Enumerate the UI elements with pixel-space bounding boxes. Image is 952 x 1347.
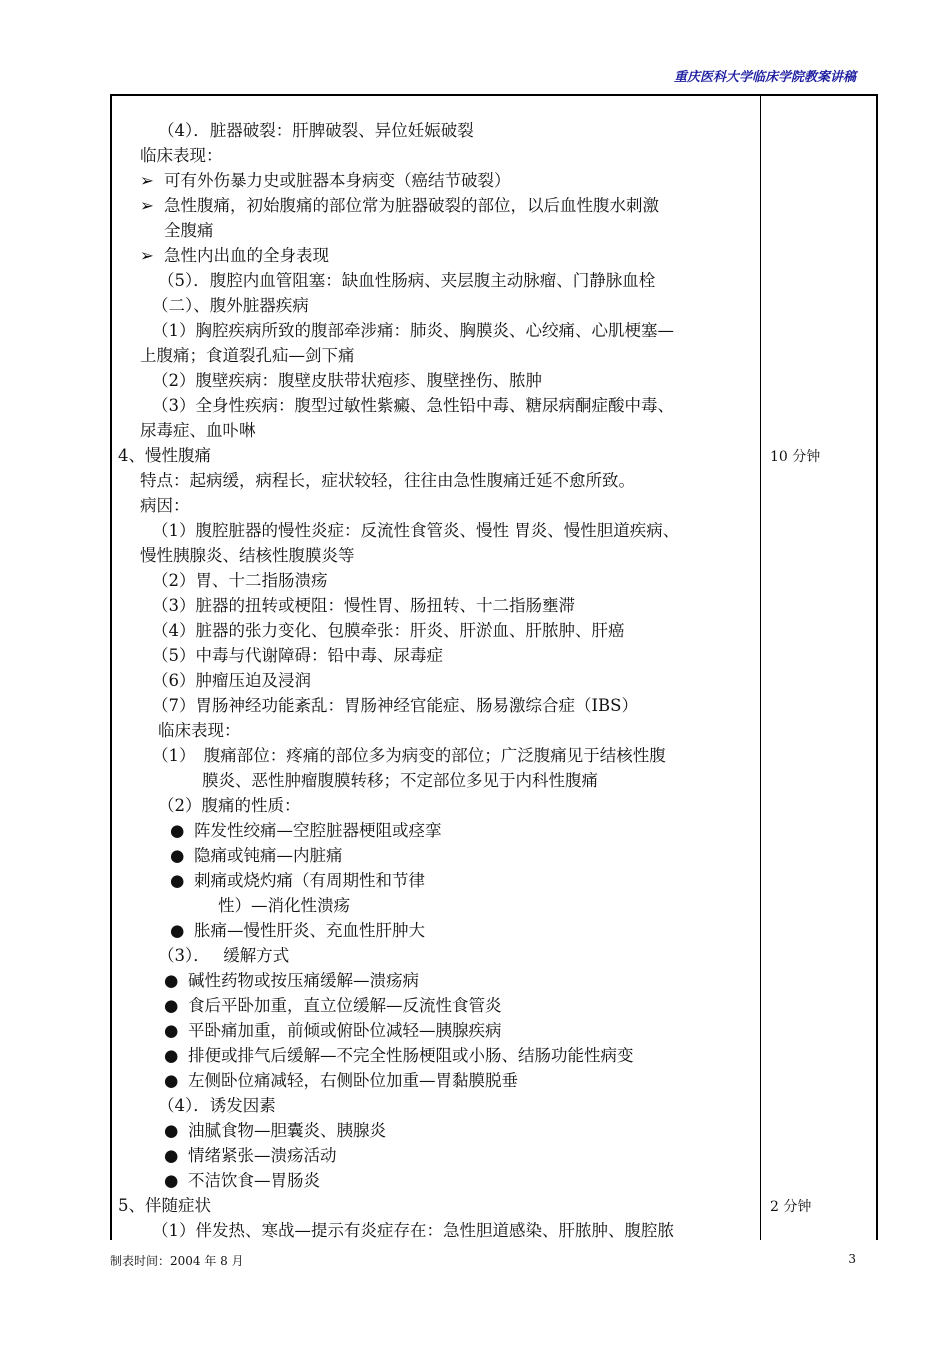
line-text: 4、慢性腹痛 <box>118 446 211 465</box>
text-line <box>118 1218 758 1243</box>
text-line <box>118 543 758 568</box>
text-line <box>118 293 758 318</box>
bullet-dot-icon: ● <box>164 1071 179 1090</box>
text-line <box>118 518 758 543</box>
text-line <box>118 1168 758 1193</box>
bullet-dot-icon: ● <box>170 871 185 890</box>
bullet-dot-icon: ● <box>170 821 185 840</box>
text-line <box>118 868 758 893</box>
line-text: 隐痛或钝痛—内脏痛 <box>194 846 343 865</box>
line-text: （1）腹腔脏器的慢性炎症：反流性食管炎、慢性 胃炎、慢性胆道疾病、 <box>152 521 680 540</box>
lesson-content <box>118 118 758 1243</box>
line-text: 临床表现： <box>158 721 241 740</box>
line-text: 排便或排气后缓解—不完全性肠梗阻或小肠、结肠功能性病变 <box>188 1046 634 1065</box>
line-text: 5、伴随症状 <box>118 1196 211 1215</box>
line-text: 性）—消化性溃疡 <box>218 896 350 915</box>
text-line <box>118 118 758 143</box>
line-text: （6）肿瘤压迫及浸润 <box>152 671 311 690</box>
text-line <box>118 743 758 768</box>
text-line <box>118 243 758 268</box>
line-text: 全腹痛 <box>164 221 214 240</box>
bullet-dot-icon: ● <box>164 996 179 1015</box>
line-text: 碱性药物或按压痛缓解—溃疡病 <box>188 971 419 990</box>
line-text: （4）脏器的张力变化、包膜牵张：肝炎、肝淤血、肝脓肿、肝癌 <box>152 621 625 640</box>
text-line <box>118 418 758 443</box>
bullet-dot-icon: ● <box>164 1021 179 1040</box>
text-line <box>118 1018 758 1043</box>
line-text: 病因： <box>140 496 190 515</box>
line-text: 急性腹痛，初始腹痛的部位常为脏器破裂的部位，以后血性腹水刺激 <box>164 196 659 215</box>
page-number: 3 <box>848 1252 856 1266</box>
line-text: 左侧卧位痛减轻，右侧卧位加重—胃黏膜脱垂 <box>188 1071 518 1090</box>
text-line <box>118 493 758 518</box>
text-line <box>118 318 758 343</box>
text-line <box>118 168 758 193</box>
bullet-dot-icon: ● <box>164 1171 179 1190</box>
text-line <box>118 1143 758 1168</box>
text-line <box>118 843 758 868</box>
line-text: 刺痛或烧灼痛（有周期性和节律 <box>194 871 425 890</box>
line-text: 上腹痛；食道裂孔疝—剑下痛 <box>140 346 355 365</box>
text-line <box>118 1093 758 1118</box>
line-text: （7）胃肠神经功能紊乱：胃肠神经官能症、肠易激综合症（IBS） <box>152 696 638 715</box>
text-line <box>118 1118 758 1143</box>
bullet-dot-icon: ● <box>170 846 185 865</box>
bullet-arrow-icon: ➢ <box>140 171 154 190</box>
text-line <box>118 968 758 993</box>
text-line <box>118 693 758 718</box>
line-text: 尿毒症、血卟啉 <box>140 421 256 440</box>
line-text: 慢性胰腺炎、结核性腹膜炎等 <box>140 546 355 565</box>
text-line <box>118 818 758 843</box>
line-text: 不洁饮食—胃肠炎 <box>188 1171 320 1190</box>
line-text: 油腻食物—胆囊炎、胰腺炎 <box>188 1121 386 1140</box>
text-line <box>118 593 758 618</box>
text-line <box>118 718 758 743</box>
bullet-dot-icon: ● <box>164 1146 179 1165</box>
text-line <box>118 793 758 818</box>
line-text: （1） 腹痛部位：疼痛的部位多为病变的部位；广泛腹痛见于结核性腹 <box>152 746 666 765</box>
bullet-dot-icon: ● <box>164 971 179 990</box>
line-text: （3）全身性疾病：腹型过敏性紫癜、急性铅中毒、糖尿病酮症酸中毒、 <box>152 396 674 415</box>
text-line <box>118 943 758 968</box>
text-line <box>118 368 758 393</box>
time-note: 2 分钟 <box>770 1199 812 1215</box>
text-line <box>118 1068 758 1093</box>
line-text: 平卧痛加重，前倾或俯卧位减轻—胰腺疾病 <box>188 1021 502 1040</box>
text-line <box>118 1043 758 1068</box>
bullet-dot-icon: ● <box>170 921 185 940</box>
line-text: 膜炎、恶性肿瘤腹膜转移；不定部位多见于内科性腹痛 <box>202 771 598 790</box>
line-text: （二）、腹外脏器疾病 <box>152 296 309 315</box>
document-header: 重庆医科大学临床学院教案讲稿 <box>673 70 856 85</box>
text-line <box>118 343 758 368</box>
bullet-arrow-icon: ➢ <box>140 246 154 265</box>
line-text: （5）．腹腔内血管阻塞：缺血性肠病、夹层腹主动脉瘤、门静脉血栓 <box>158 271 656 290</box>
text-line <box>118 918 758 943</box>
line-text: （2）腹痛的性质： <box>158 796 301 815</box>
time-note: 10 分钟 <box>770 449 821 465</box>
line-text: 情绪紧张—溃疡活动 <box>188 1146 337 1165</box>
line-text: （2）胃、十二指肠溃疡 <box>152 571 328 590</box>
column-divider <box>760 94 761 1240</box>
line-text: （1）伴发热、寒战—提示有炎症存在：急性胆道感染、肝脓肿、腹腔脓 <box>152 1221 674 1240</box>
text-line <box>118 468 758 493</box>
line-text: 特点：起病缓，病程长，症状较轻，往往由急性腹痛迁延不愈所致。 <box>140 471 635 490</box>
text-line <box>118 1193 758 1218</box>
line-text: 临床表现： <box>140 146 223 165</box>
line-text: （5）中毒与代谢障碍：铅中毒、尿毒症 <box>152 646 443 665</box>
line-text: 阵发性绞痛—空腔脏器梗阻或痉挛 <box>194 821 442 840</box>
text-line <box>118 643 758 668</box>
text-line <box>118 443 758 468</box>
text-line <box>118 618 758 643</box>
text-line <box>118 893 758 918</box>
made-time: 制表时间：2004 年 8 月 <box>110 1254 244 1268</box>
text-line <box>118 393 758 418</box>
text-line <box>118 268 758 293</box>
line-text: （4）．诱发因素 <box>158 1096 276 1115</box>
line-text: （2）腹壁疾病：腹壁皮肤带状疱疹、腹壁挫伤、脓肿 <box>152 371 542 390</box>
bullet-arrow-icon: ➢ <box>140 196 154 215</box>
line-text: 食后平卧加重，直立位缓解—反流性食管炎 <box>188 996 502 1015</box>
line-text: 胀痛—慢性肝炎、充血性肝肿大 <box>194 921 425 940</box>
text-line <box>118 768 758 793</box>
text-line <box>118 993 758 1018</box>
line-text: （3）脏器的扭转或梗阻：慢性胃、肠扭转、十二指肠壅滞 <box>152 596 575 615</box>
text-line <box>118 668 758 693</box>
line-text: 可有外伤暴力史或脏器本身病变（癌结节破裂） <box>164 171 511 190</box>
text-line <box>118 218 758 243</box>
line-text: 急性内出血的全身表现 <box>164 246 329 265</box>
bullet-dot-icon: ● <box>164 1121 179 1140</box>
text-line <box>118 143 758 168</box>
line-text: （1）胸腔疾病所致的腹部牵涉痛：肺炎、胸膜炎、心绞痛、心肌梗塞— <box>152 321 674 340</box>
line-text: （4）．脏器破裂：肝脾破裂、异位妊娠破裂 <box>158 121 474 140</box>
text-line <box>118 193 758 218</box>
bullet-dot-icon: ● <box>164 1046 179 1065</box>
text-line <box>118 568 758 593</box>
line-text: （3）． 缓解方式 <box>158 946 290 965</box>
